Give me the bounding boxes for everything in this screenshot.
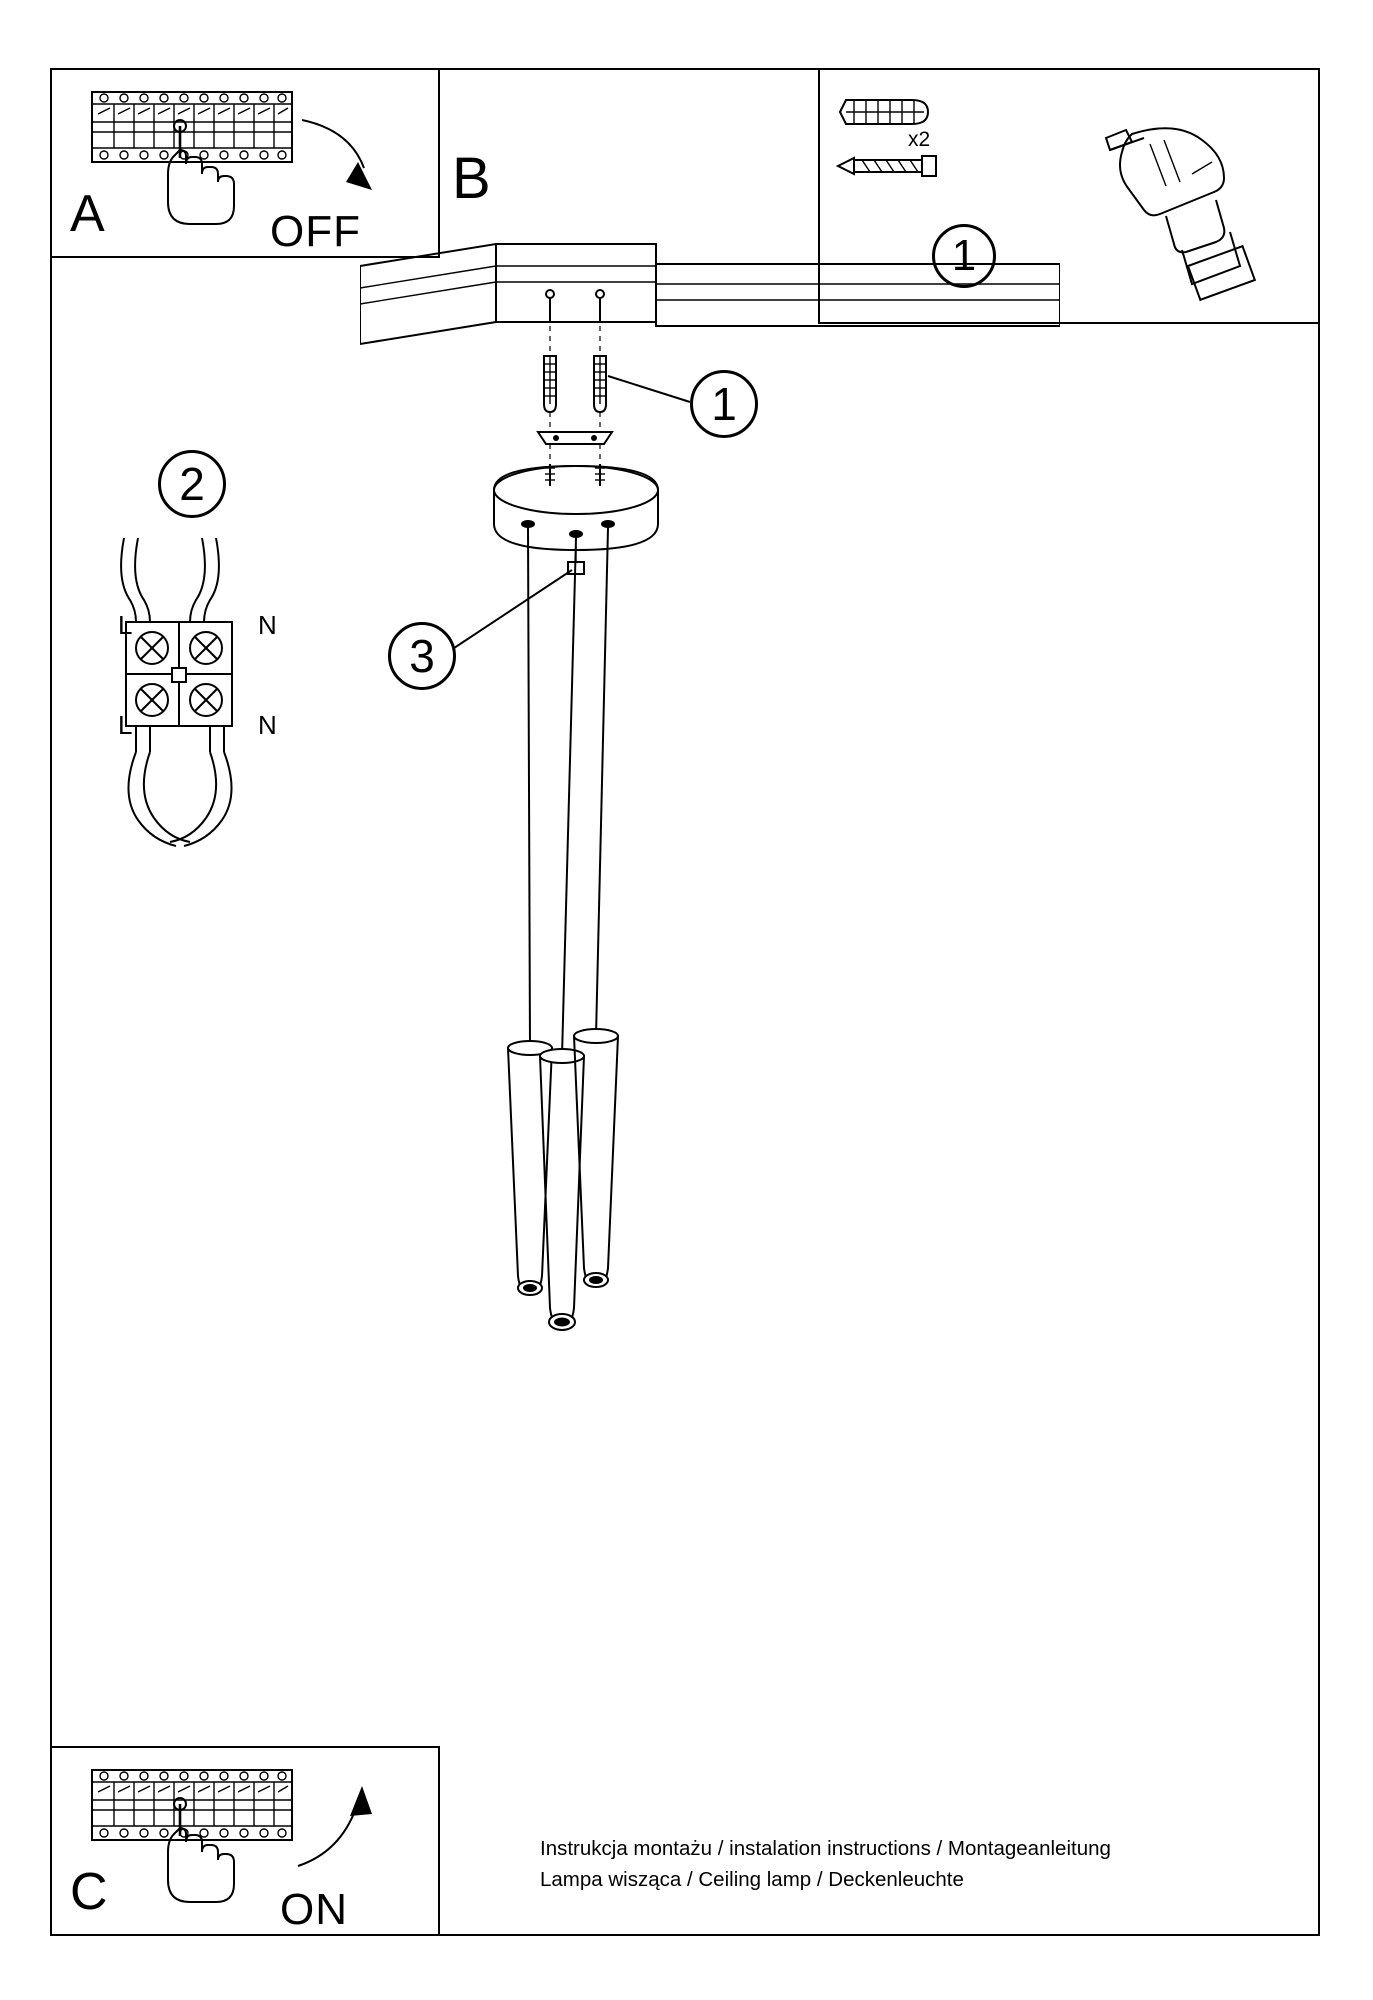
terminal-label-top-left: L: [118, 610, 133, 640]
round-ceiling-canopy-icon: [494, 464, 658, 550]
pendant-cables: [528, 528, 608, 1056]
wall-plug-dowel-icon: [840, 100, 928, 124]
panel-a: [50, 68, 440, 258]
terminal-label-bottom-right: N: [258, 710, 277, 740]
panel-c-letter: C: [70, 1863, 108, 1921]
callout-step-1: 1: [690, 370, 758, 438]
parts-quantity-label: x2: [908, 128, 931, 151]
panel-a-action-label: OFF: [270, 207, 361, 256]
panel-c: [50, 1746, 440, 1936]
arrow-down-curved-icon: [302, 120, 372, 190]
dowel-pair-icon: [544, 356, 606, 412]
power-drill-icon: [1106, 128, 1255, 300]
terminal-block-connector-icon: [80, 530, 300, 860]
panel-b-letter: B: [452, 146, 491, 211]
callout-3-leader: [442, 570, 572, 656]
mounting-bracket-icon: [538, 432, 612, 444]
footer-line-1: Instrukcja montażu / instalation instructions / Montageanleitung: [540, 1837, 1111, 1860]
panel-c-artwork: [52, 1748, 438, 1934]
circuit-breaker-switch-on-icon: [92, 1770, 292, 1840]
parts-step-number: 1: [932, 224, 996, 288]
circuit-breaker-switch-off-icon: [92, 92, 292, 162]
assembly-guide-lines: [550, 326, 600, 474]
callout-step-3: 3: [388, 622, 456, 690]
callout-1-leader: [608, 376, 690, 402]
panel-a-artwork: [52, 70, 438, 256]
terminal-label-bottom-left: L: [118, 710, 133, 740]
callout-step-2: 2: [158, 450, 226, 518]
panel-a-letter: A: [70, 185, 105, 243]
ceiling-beam-icon: [360, 244, 1060, 344]
terminal-label-top-right: N: [258, 610, 277, 640]
three-cone-pendant-lamps-icon: [508, 1029, 618, 1330]
footer-line-2: Lampa wisząca / Ceiling lamp / Deckenleuchte: [540, 1868, 964, 1891]
panel-c-action-label: ON: [280, 1885, 348, 1934]
screw-icon: [838, 156, 936, 176]
arrow-up-curved-icon: [298, 1786, 372, 1866]
